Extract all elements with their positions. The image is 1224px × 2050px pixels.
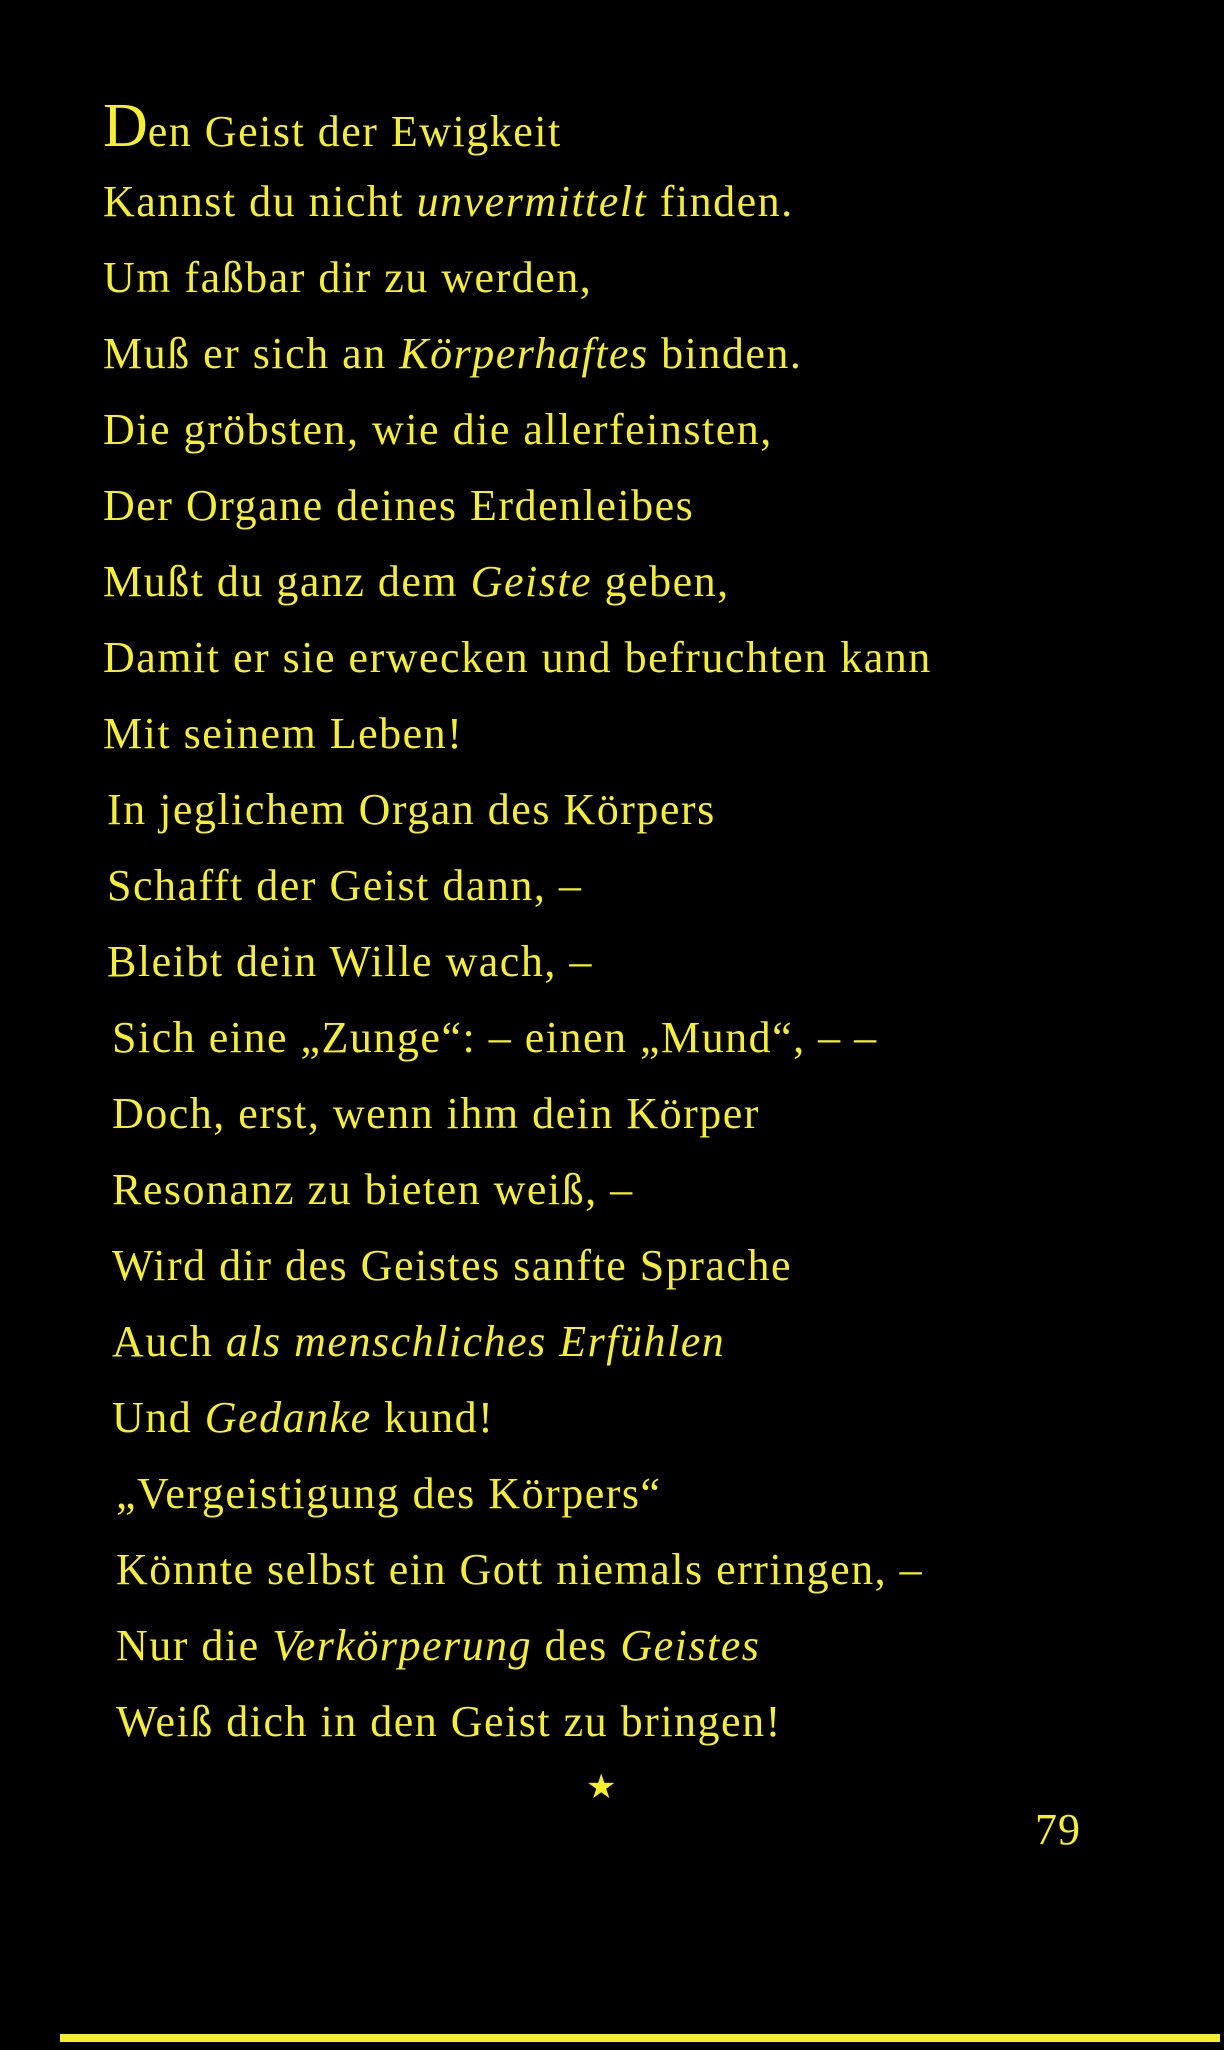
poem-line (103, 1532, 1143, 1608)
line-text: Auch (112, 1317, 226, 1366)
poem-line (103, 316, 1143, 392)
line-text: Doch, erst, wenn ihm dein Körper (112, 1089, 760, 1138)
line-text: en Geist der Ewigkeit (147, 107, 562, 156)
poem-text (103, 88, 1143, 1760)
poem-line (103, 620, 1143, 696)
poem-line (103, 468, 1143, 544)
line-text: Resonanz zu bieten weiß, – (112, 1165, 634, 1214)
line-text: kund! (371, 1393, 495, 1442)
bottom-rule (60, 2034, 1220, 2042)
line-text: Sich eine „Zunge“: – einen „Mund“, – – (112, 1013, 878, 1062)
line-text: Muß er sich an (103, 329, 400, 378)
italic-emphasis: Geistes (620, 1621, 761, 1670)
poem-line (103, 1608, 1143, 1684)
line-text: Mußt du ganz dem (103, 557, 471, 606)
line-text: Kannst du nicht (103, 177, 417, 226)
line-text: Schafft der Geist dann, – (107, 861, 583, 910)
line-text: Mit seinem Leben! (103, 709, 464, 758)
poem-line (103, 1228, 1143, 1304)
poem-line (103, 88, 1143, 164)
poem-line (103, 848, 1143, 924)
line-text: In jeglichem Organ des Körpers (107, 785, 716, 834)
poem-line (103, 1684, 1143, 1760)
line-text: binden. (648, 329, 803, 378)
poem-line (103, 392, 1143, 468)
poem-line (103, 1152, 1143, 1228)
poem-line (103, 240, 1143, 316)
line-text: Könnte selbst ein Gott niemals erringen, – (116, 1545, 924, 1594)
line-text: geben, (592, 557, 730, 606)
poem-line (103, 1076, 1143, 1152)
line-text: Und (112, 1393, 205, 1442)
poem-line (103, 1000, 1143, 1076)
poem-line (103, 164, 1143, 240)
poem-line (103, 772, 1143, 848)
line-text: finden. (647, 177, 794, 226)
line-text: Nur die (116, 1621, 273, 1670)
line-text: Der Organe deines Erdenleibes (103, 481, 695, 530)
line-text: „Vergeistigung des Körpers“ (116, 1469, 662, 1518)
initial-letter: D (103, 92, 148, 160)
star-ornament: ★ (586, 1769, 617, 1806)
poem-line (103, 1456, 1143, 1532)
line-text: Wird dir des Geistes sanfte Sprache (112, 1241, 792, 1290)
line-text: Um faßbar dir zu werden, (103, 253, 593, 302)
poem-line (103, 924, 1143, 1000)
line-text: Bleibt dein Wille wach, – (107, 937, 593, 986)
italic-emphasis: Verkörperung (272, 1621, 533, 1670)
italic-emphasis: unvermittelt (416, 177, 648, 226)
line-text: Damit er sie erwecken und befruchten kann (103, 633, 932, 682)
poem-line (103, 544, 1143, 620)
page-number: 79 (1035, 1805, 1081, 1854)
line-text: Weiß dich in den Geist zu bringen! (116, 1697, 782, 1746)
line-text: Die gröbsten, wie die allerfeinsten, (103, 405, 773, 454)
italic-emphasis: als menschliches Erfühlen (225, 1317, 726, 1366)
poem-line (103, 1380, 1143, 1456)
poem-line (103, 1304, 1143, 1380)
line-text: des (532, 1621, 621, 1670)
italic-emphasis: Geiste (470, 557, 593, 606)
poem-line (103, 696, 1143, 772)
italic-emphasis: Körperhaftes (399, 329, 649, 378)
italic-emphasis: Gedanke (204, 1393, 372, 1442)
